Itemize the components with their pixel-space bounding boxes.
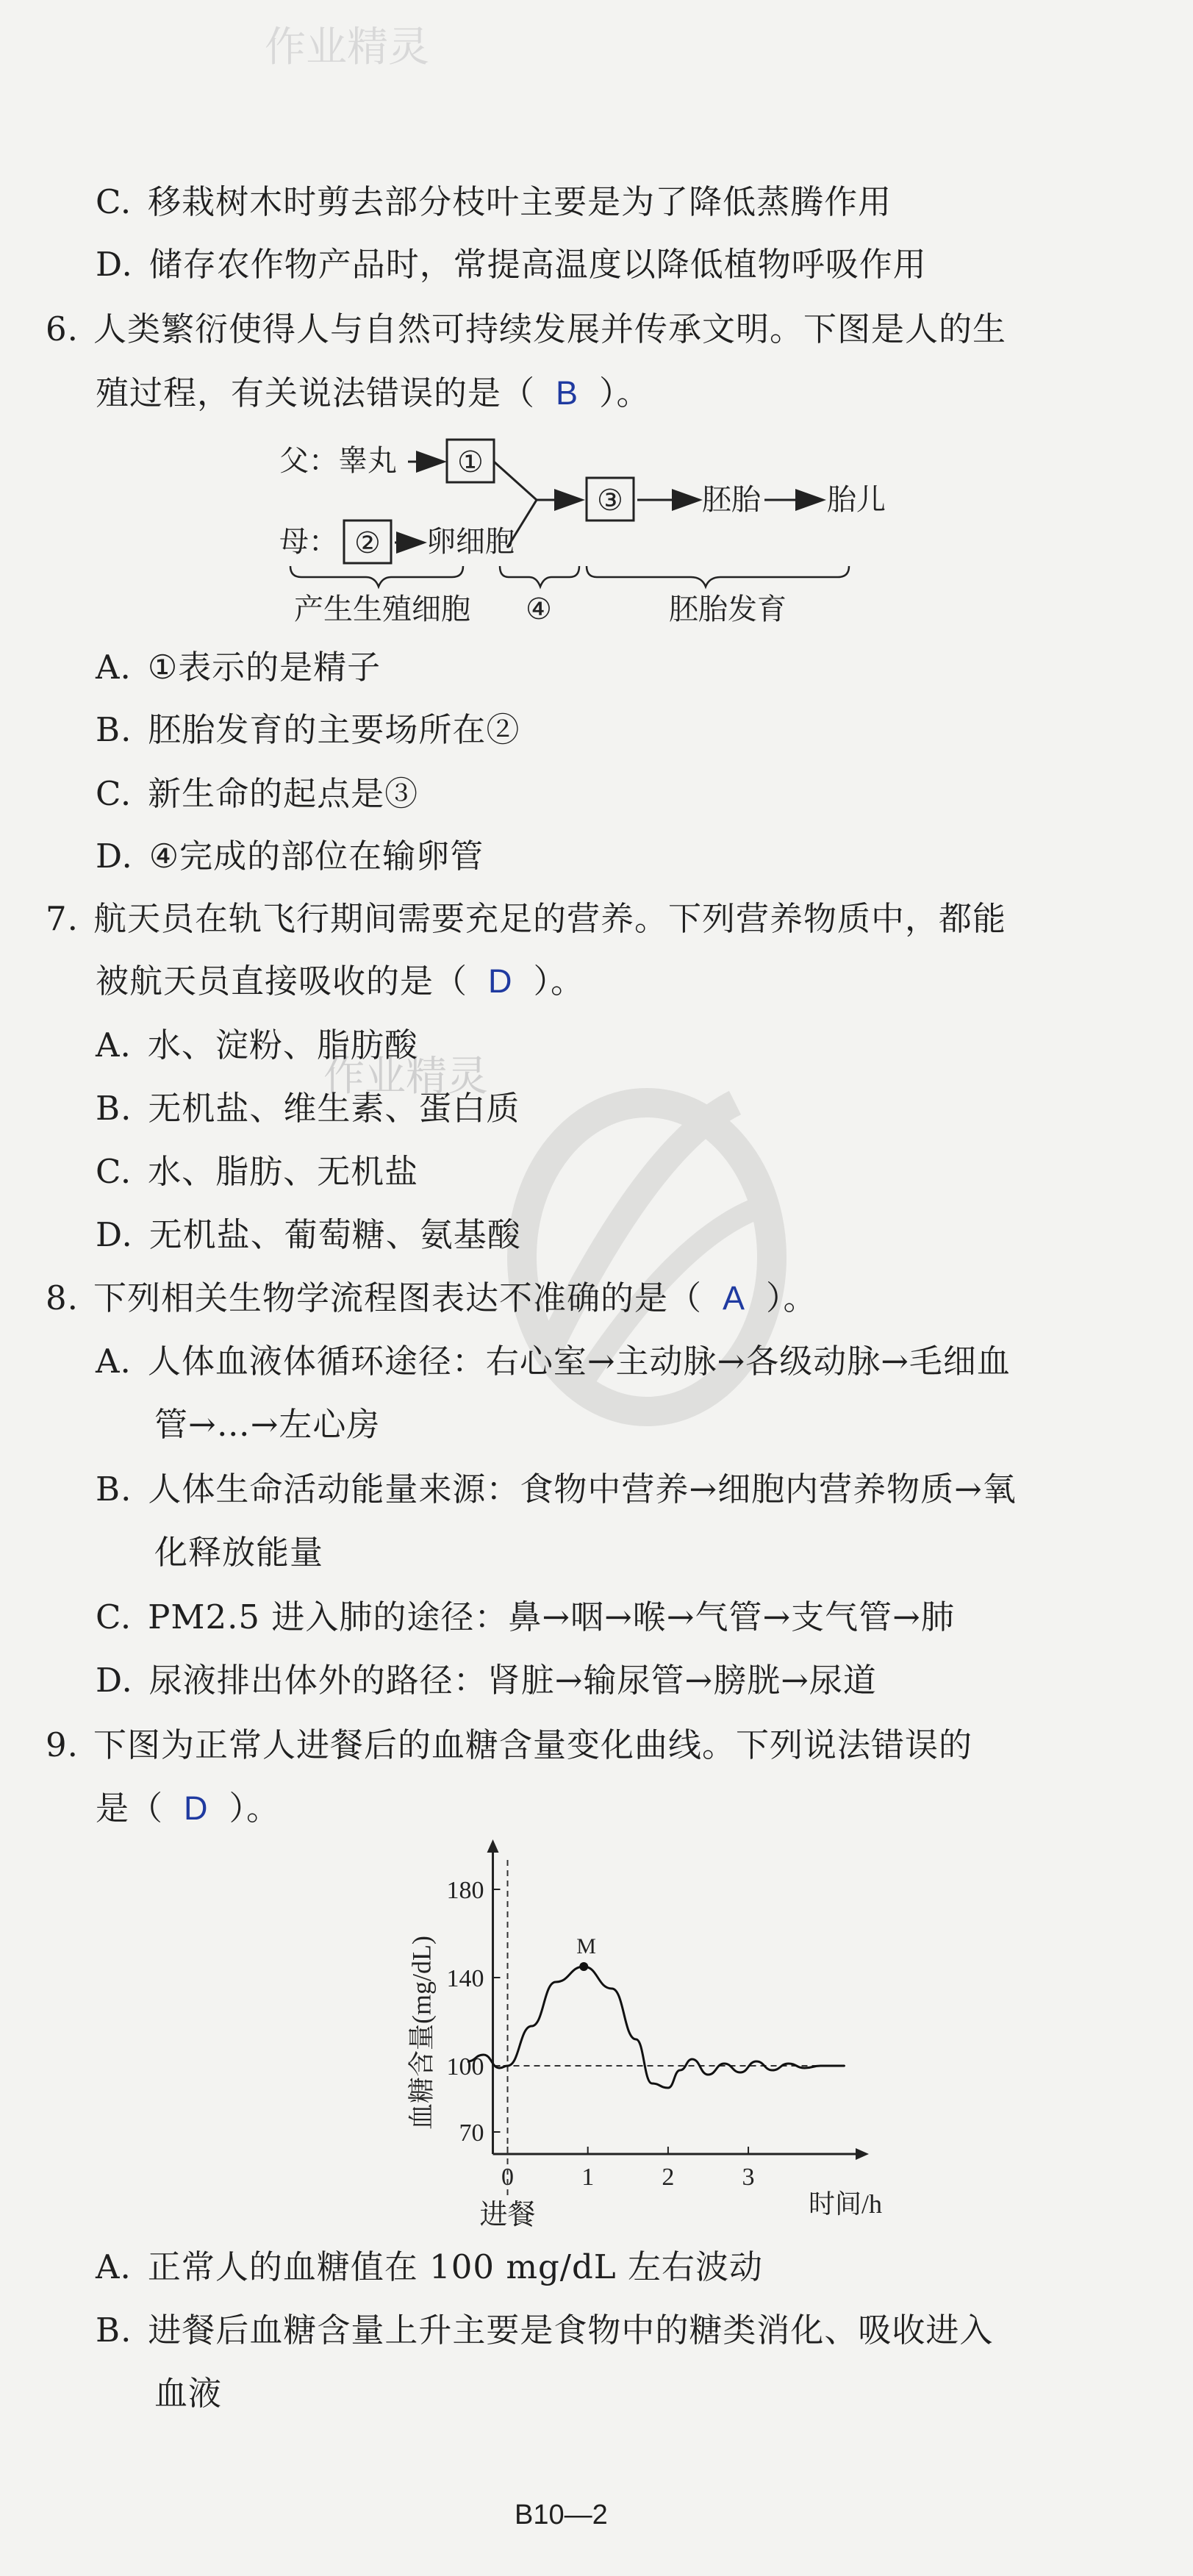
q6-option-d: D. ④完成的部位在输卵管 <box>96 837 484 876</box>
q8-option-b-line2: 化释放能量 <box>154 1533 324 1572</box>
page-footer: B10—2 <box>515 2500 608 2530</box>
q7-option-c: C. 水、脂肪、无机盐 <box>96 1152 419 1191</box>
diagram-brace2: ④ <box>526 593 552 626</box>
peak-point <box>579 1962 588 1971</box>
diagram-mother: 母： <box>279 525 338 559</box>
y-tick-label: 70 <box>459 2119 484 2147</box>
diagram-father: 父：睾丸 <box>279 444 397 478</box>
diagram-fetus: 胎儿 <box>827 483 886 517</box>
x-axis-label: 时间/h <box>809 2189 882 2219</box>
peak-label: M <box>576 1934 596 1958</box>
q7-option-b: B. 无机盐、维生素、蛋白质 <box>96 1089 520 1128</box>
q9-stem-line1: 9. 下图为正常人进餐后的血糖含量变化曲线。下列说法错误的 <box>46 1725 972 1764</box>
q8-stem: 8. 下列相关生物学流程图表达不准确的是（ A ）。 <box>46 1278 817 1317</box>
x-tick-label: 1 <box>581 2164 595 2191</box>
diagram-box1-label: ① <box>457 446 484 479</box>
q7-option-d: D. 无机盐、葡萄糖、氨基酸 <box>96 1215 521 1254</box>
q9-stem-line2: 是（ D ）。 <box>96 1789 281 1828</box>
y-tick-label: 180 <box>446 1877 484 1904</box>
diagram-embryo: 胚胎 <box>702 483 761 517</box>
q8-option-b: B. 人体生命活动能量来源：食物中营养→细胞内营养物质→氧 <box>96 1470 1017 1509</box>
y-axis-label: 血糖含量(mg/dL) <box>406 1936 437 2130</box>
q7-answer: D <box>488 962 513 1000</box>
x-tick-label: 3 <box>742 2164 755 2191</box>
q5-option-d: D. 储存农作物产品时，常提高温度以降低植物呼吸作用 <box>96 245 927 284</box>
q8-option-c: C. PM2.5 进入肺的途径：鼻→咽→喉→气管→支气管→肺 <box>96 1598 955 1636</box>
meal-label: 进餐 <box>479 2200 536 2230</box>
q6-stem-line1: 6. 人类繁衍使得人与自然可持续发展并传承文明。下图是人的生 <box>46 310 1006 348</box>
diagram-brace3: 胚胎发育 <box>669 593 787 626</box>
q9-answer: D <box>184 1789 209 1827</box>
q7-stem-line2: 被航天员直接吸收的是（ D ）。 <box>96 962 585 1001</box>
y-tick-label: 140 <box>446 1965 484 1992</box>
diagram-box3-label: ③ <box>597 484 623 518</box>
blood-sugar-chart <box>323 1838 882 2235</box>
diagram-egg: 卵细胞 <box>426 525 515 559</box>
q9-option-b-line2: 血液 <box>154 2374 223 2413</box>
x-tick-label: 0 <box>501 2164 515 2191</box>
q8-option-a: A. 人体血液体循环途径：右心室→主动脉→各级动脉→毛细血 <box>96 1342 1011 1381</box>
q7-option-a: A. 水、淀粉、脂肪酸 <box>96 1026 418 1065</box>
q6-answer: B <box>556 374 579 412</box>
q6-option-c: C. 新生命的起点是③ <box>96 774 419 813</box>
diagram-brace1: 产生生殖细胞 <box>294 593 470 626</box>
x-axis-arrow <box>856 2148 869 2160</box>
q6-option-b: B. 胚胎发育的主要场所在② <box>96 710 520 749</box>
q6-option-a: A. ①表示的是精子 <box>96 648 381 687</box>
x-tick-label: 2 <box>662 2164 675 2191</box>
y-tick-label: 100 <box>446 2053 484 2081</box>
q8-option-d: D. 尿液排出体外的路径：肾脏→输尿管→膀胱→尿道 <box>96 1661 877 1700</box>
diagram-box2-label: ② <box>354 526 381 560</box>
q9-option-a: A. 正常人的血糖值在 100 mg/dL 左右波动 <box>96 2247 763 2286</box>
blood-sugar-curve <box>467 1967 845 2088</box>
q5-option-c: C. 移栽树木时剪去部分枝叶主要是为了降低蒸腾作用 <box>96 182 892 221</box>
y-axis-arrow <box>487 1839 499 1853</box>
watermark-text: 作业精灵 <box>265 24 429 71</box>
q8-answer: A <box>722 1279 745 1317</box>
watermark-text-mid: 作业精灵 <box>323 1053 488 1101</box>
reproduction-diagram <box>279 426 941 632</box>
q7-stem-line1: 7. 航天员在轨飞行期间需要充足的营养。下列营养物质中，都能 <box>46 899 1006 938</box>
q9-option-b: B. 进餐后血糖含量上升主要是食物中的糖类消化、吸收进入 <box>96 2311 994 2350</box>
q6-stem-line2: 殖过程，有关说法错误的是（ B ）。 <box>96 373 651 412</box>
q8-option-a-line2: 管→…→左心房 <box>154 1405 381 1444</box>
